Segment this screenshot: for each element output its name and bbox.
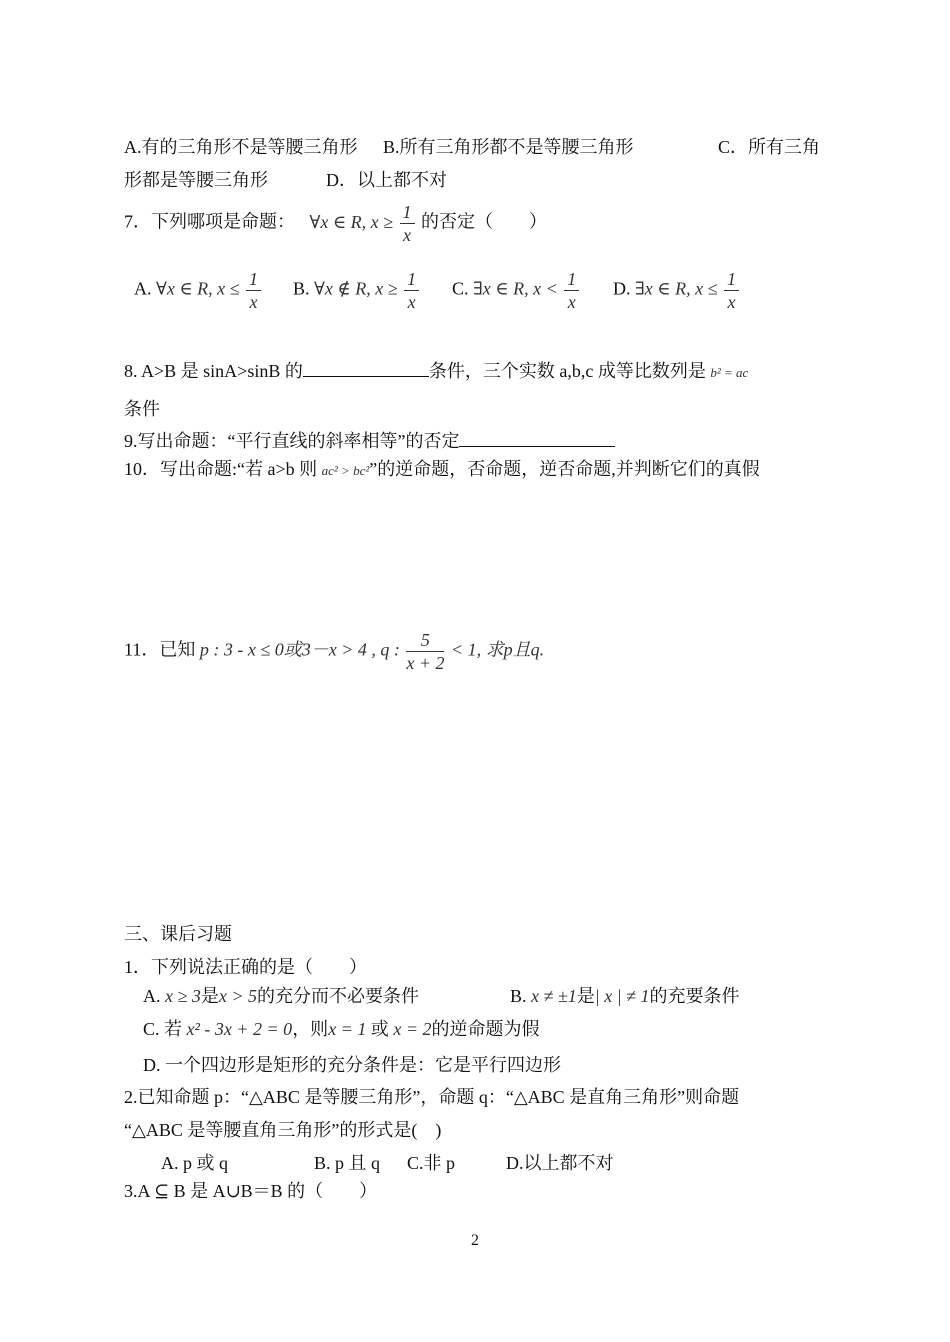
q11-frac-num: 5 (406, 631, 444, 652)
q7-fraction (400, 203, 415, 244)
q7-frac-den: x (403, 225, 412, 245)
q10-line (124, 460, 760, 478)
s3-line: 3.A ⊆ B 是 A∪B＝B 的（ ） (124, 1181, 378, 1201)
q6-option-d: D．以上都不对 (326, 170, 447, 190)
s1-option-b-label: B. (510, 986, 527, 1006)
q7-option-b (293, 270, 421, 311)
s1-option-a-label: A. (143, 986, 161, 1006)
s1-option-b-text1: 是 (576, 986, 595, 1006)
q11-fraction (406, 631, 444, 672)
q7-option-d-fraction (724, 270, 739, 311)
q9-line (124, 432, 615, 450)
q6-option-a: A.有的三角形不是等腰三角形 (124, 137, 358, 157)
q7-option-a-label: A. (134, 278, 152, 299)
s1-option-c-text3: 或 (370, 1019, 389, 1039)
q10-suffix: ”的逆命题，否命题，逆否命题,并判断它们的真假 (369, 459, 760, 479)
q9-text: 9.写出命题：“平行直线的斜率相等”的否定 (124, 431, 460, 451)
page-number: 2 (471, 1232, 479, 1249)
q7-option-d-math: ∃x ∈ R, x ≤ (635, 278, 718, 299)
q7-option-c-fraction (564, 270, 579, 311)
q7-option-c (452, 270, 581, 311)
q7-option-a-den: x (249, 292, 258, 312)
q8-math: b² = ac (710, 365, 749, 380)
section-title: 三、课后习题 (124, 924, 232, 944)
q7-option-d-label: D. (613, 278, 631, 299)
s1-option-a-math2: x > 5 (218, 986, 258, 1006)
q7-option-a (134, 270, 263, 311)
s1-option-c-text4: 的逆命题为假 (431, 1019, 540, 1039)
q11-math-part2: < 1, 求p且q. (450, 639, 545, 660)
s2-line2: “△ABC 是等腰直角三角形”的形式是( ) (124, 1120, 442, 1140)
s1-option-c-math2: x = 1 (328, 1019, 367, 1039)
s2-option-b: B. p 且 q (314, 1153, 381, 1173)
q7-option-b-fraction (404, 270, 419, 311)
s2-line1: 2.已知命题 p：“△ABC 是等腰三角形”，命题 q：“△ABC 是直角三角形”则命题 (124, 1087, 740, 1107)
s1-option-b-math2: | x | ≠ 1 (594, 986, 650, 1006)
q8-line1 (124, 362, 748, 380)
q11-frac-den: x + 2 (406, 653, 445, 673)
q11-math-part1: p : 3 - x ≤ 0或3－x > 4 , q : (199, 639, 400, 660)
q6-option-c-part2: 形都是等腰三角形 (124, 170, 268, 190)
q7-option-d (613, 270, 741, 311)
s1-option-b-math1: x ≠ ±1 (531, 986, 577, 1006)
q7-math: ∀x ∈ R, x ≥ (309, 211, 394, 232)
q8-prefix: 8. A>B 是 sinA>sinB 的 (124, 361, 303, 381)
s2-option-d: D.以上都不对 (506, 1153, 614, 1173)
s1-option-a-text2: 的充分而不必要条件 (257, 986, 420, 1006)
q7-option-b-math: ∀x ∉ R, x ≥ (314, 278, 398, 299)
s1-stem: 1．下列说法正确的是（ ） (124, 957, 367, 977)
q7-option-c-num: 1 (564, 270, 579, 291)
q7-prefix: 7．下列哪项是命题： (124, 211, 295, 232)
q9-blank (459, 445, 615, 447)
s1-option-c-math1: x² - 3x + 2 = 0 (186, 1019, 293, 1039)
s1-option-c-label: C. (143, 1019, 160, 1039)
q8-blank (303, 375, 429, 377)
q11-prefix: 11．已知 (124, 639, 196, 660)
s1-option-c-text1: 若 (164, 1019, 183, 1039)
q7-option-b-num: 1 (404, 270, 419, 291)
q7-frac-num: 1 (400, 203, 415, 224)
q7-option-a-num: 1 (246, 270, 261, 291)
s1-option-a-math1: x ≥ 3 (165, 986, 201, 1006)
q10-math: ac² > bc² (321, 463, 370, 478)
s1-option-a (143, 987, 419, 1005)
q11-line (124, 631, 544, 672)
q7-option-d-num: 1 (724, 270, 739, 291)
q7-option-b-label: B. (293, 278, 310, 299)
q7-option-c-label: C. (452, 278, 469, 299)
s2-option-a: A. p 或 q (161, 1153, 228, 1173)
q10-prefix: 10．写出命题:“若 a>b 则 (124, 459, 318, 479)
s2-option-c: C.非 p (407, 1153, 456, 1173)
q7-option-a-math: ∀x ∈ R, x ≤ (156, 278, 240, 299)
q8-middle: 条件，三个实数 a,b,c 成等比数列是 (428, 361, 706, 381)
q7-option-c-math: ∃x ∈ R, x < (473, 278, 558, 299)
s1-option-c-text2: ，则 (292, 1019, 329, 1039)
q7-suffix: 的否定（ ） (421, 211, 548, 232)
s1-option-c (143, 1020, 539, 1038)
q7-stem (124, 203, 547, 244)
s1-option-d: D. 一个四边形是矩形的充分条件是：它是平行四边形 (143, 1055, 561, 1075)
q7-option-a-fraction (246, 270, 261, 311)
q8-line2: 条件 (124, 399, 160, 419)
q7-option-d-den: x (727, 292, 736, 312)
s1-option-b-text2: 的充要条件 (649, 986, 740, 1006)
s1-option-b (510, 987, 740, 1005)
s1-option-c-math3: x = 2 (393, 1019, 432, 1039)
q6-option-c-part1: C．所有三角 (718, 137, 821, 157)
q6-option-b: B.所有三角形都不是等腰三角形 (383, 137, 634, 157)
s1-option-a-text1: 是 (200, 986, 219, 1006)
q7-option-b-den: x (407, 292, 416, 312)
q7-option-c-den: x (567, 292, 576, 312)
